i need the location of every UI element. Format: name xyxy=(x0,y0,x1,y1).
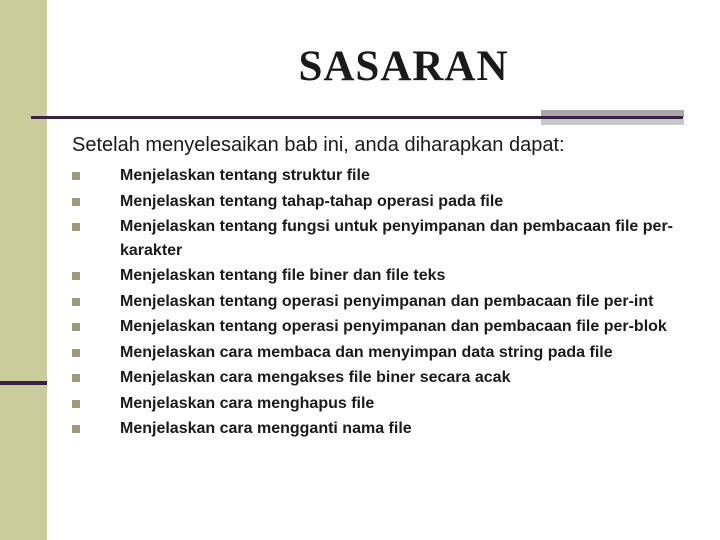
list-item xyxy=(72,392,702,416)
bullet-square-icon xyxy=(72,272,80,280)
bullet-square-icon xyxy=(72,198,80,206)
title-rule-grey-lower xyxy=(541,119,684,125)
bullet-square-icon xyxy=(72,425,80,433)
list-item xyxy=(72,366,702,390)
bullet-square-icon xyxy=(72,223,80,231)
list-item-text: Menjelaskan cara mengganti nama file xyxy=(120,420,412,437)
list-item-text: Menjelaskan tentang operasi penyimpanan dan pembacaan file per-blok xyxy=(120,318,667,335)
bullet-square-icon xyxy=(72,172,80,180)
list-item-text: Menjelaskan tentang tahap-tahap operasi pada file xyxy=(120,192,504,210)
list-item xyxy=(72,315,702,339)
list-item-text: Menjelaskan tentang fungsi untuk penyimpanan dan pembacaan file per-karakter xyxy=(120,218,673,259)
list-item-text: Menjelaskan tentang operasi penyimpanan dan pembacaan file per-int xyxy=(120,292,654,310)
list-item xyxy=(72,417,702,441)
list-item-text: Menjelaskan cara mengakses file biner secara acak xyxy=(120,369,511,386)
list-item-text: Menjelaskan tentang struktur file xyxy=(120,167,370,184)
bullet-square-icon xyxy=(72,349,80,357)
list-item xyxy=(72,164,702,188)
list-item-text: Menjelaskan cara membaca dan menyimpan data string pada file xyxy=(120,343,613,361)
left-decor-line xyxy=(0,381,47,385)
list-item xyxy=(72,341,702,365)
title-rule xyxy=(31,116,683,119)
bullet-square-icon xyxy=(72,298,80,306)
list-item xyxy=(72,264,702,288)
bullet-square-icon xyxy=(72,400,80,408)
left-decor-bar xyxy=(0,0,47,540)
list-item-text: Menjelaskan tentang file biner dan file teks xyxy=(120,267,446,284)
list-item-text: Menjelaskan cara menghapus file xyxy=(120,394,375,412)
intro-text: Setelah menyelesaikan bab ini, anda diharapkan dapat: xyxy=(72,134,565,156)
bullet-square-icon xyxy=(72,374,80,382)
objectives-list xyxy=(72,164,702,443)
bullet-square-icon xyxy=(72,323,80,331)
list-item xyxy=(72,290,702,314)
slide-title: SASARAN xyxy=(298,43,509,90)
list-item xyxy=(72,215,702,262)
list-item xyxy=(72,190,702,214)
